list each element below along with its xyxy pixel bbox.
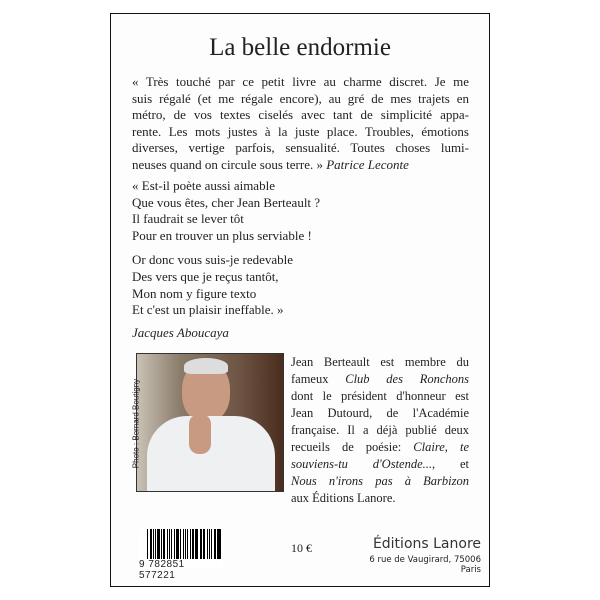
barcode-bar	[209, 529, 210, 559]
book-title-claire: souviens-tu d'Ostende...,	[291, 457, 436, 471]
barcode-bar	[153, 529, 154, 559]
bio-line: aux Éditions Lanore.	[291, 491, 396, 505]
quote-author: Patrice Leconte	[326, 156, 409, 172]
quote-line: suis régalé (et me régale encore), au gré de mes trajets en	[132, 90, 469, 106]
barcode-bar	[218, 529, 221, 559]
barcode-bar	[171, 529, 173, 559]
photo-credit: Photo : Bernard Boutigny	[131, 378, 141, 469]
barcode-bar	[147, 529, 148, 559]
bio-line: et	[435, 457, 469, 471]
barcode-bar	[157, 529, 160, 559]
poem-line: Des vers que je reçus tantôt,	[132, 268, 279, 284]
publisher-address: 6 rue de Vaugirard, 75006 Paris	[369, 555, 481, 575]
barcode-bar	[192, 529, 194, 559]
quote-line: diverses, vertige parfois, sensualité. Toutes choses lumi-	[132, 140, 469, 156]
book-title-claire: Claire, te	[413, 440, 469, 454]
quote-line: métro, de vos textes ciselés avec tant de simplicité appa-	[132, 107, 469, 123]
barcode-bar	[203, 529, 205, 559]
barcode-bar	[201, 529, 202, 559]
barcode-bar	[211, 529, 212, 559]
bio-line: fameux	[291, 372, 346, 386]
barcode-bar	[169, 529, 170, 559]
bio-line: dont le président d'honneur est	[291, 389, 469, 403]
barcode-bar	[150, 529, 152, 559]
poem-line: Il faudrait se lever tôt	[132, 211, 244, 227]
publisher	[361, 536, 481, 575]
poem-line: Mon nom y figure texto	[132, 285, 257, 301]
barcode-bar	[187, 529, 188, 559]
poem-line: Pour en trouver un plus serviable !	[132, 227, 312, 243]
club-name: Club des Ronchons	[345, 372, 469, 386]
book-title-barbizon: Nous n'irons pas à Barbizon	[291, 474, 469, 488]
barcode-bar	[185, 529, 187, 559]
barcode-bars	[147, 529, 223, 559]
author-photo	[136, 353, 284, 492]
quote-line: rente. Les mots justes à la juste place. Troubles, émotions	[132, 123, 469, 139]
author-bio	[291, 354, 469, 507]
bio-line: Jean Dutourd, de l'Académie	[291, 406, 469, 420]
barcode-bar	[155, 529, 156, 559]
barcode-bar	[190, 529, 191, 559]
bio-line: recueils de poésie:	[291, 440, 414, 454]
barcode-bar	[174, 529, 175, 559]
barcode-bar	[200, 529, 201, 559]
barcode-bar	[163, 529, 165, 559]
poem-author: Jacques Aboucaya	[132, 324, 229, 340]
barcode-bar	[161, 529, 162, 559]
barcode-bar	[207, 529, 208, 559]
barcode-bar	[167, 529, 168, 559]
isbn-number: 9 782851 577221	[139, 559, 185, 581]
barcode-bar	[176, 529, 179, 559]
barcode-bar	[217, 529, 218, 559]
price: 10 €	[291, 541, 312, 555]
bio-line: Jean Berteault est membre du	[291, 355, 469, 369]
quote-leconte	[132, 74, 469, 174]
poem	[132, 178, 469, 341]
barcode-bar	[195, 529, 198, 559]
publisher-name: Éditions Lanore	[372, 536, 481, 552]
quote-line: neuses quand on circule sous terre. »	[132, 156, 323, 172]
quote-line: « Très touché par ce petit livre au charme discret. Je me	[132, 74, 469, 89]
poem-line: Et c'est un plaisir ineffable. »	[132, 302, 284, 318]
isbn-barcode	[139, 529, 223, 581]
book-title: La belle endormie	[209, 34, 391, 61]
poem-line: « Est-il poète aussi aimable	[132, 178, 275, 193]
poem-line: Or donc vous suis-je redevable	[132, 252, 294, 268]
barcode-bar	[180, 529, 181, 559]
bio-line: française. Il a déjà publié deux	[291, 423, 469, 437]
book-back-cover	[110, 13, 490, 587]
barcode-bar	[183, 529, 184, 559]
barcode-bar	[214, 529, 216, 559]
poem-line: Que vous êtes, cher Jean Berteault ?	[132, 194, 321, 210]
